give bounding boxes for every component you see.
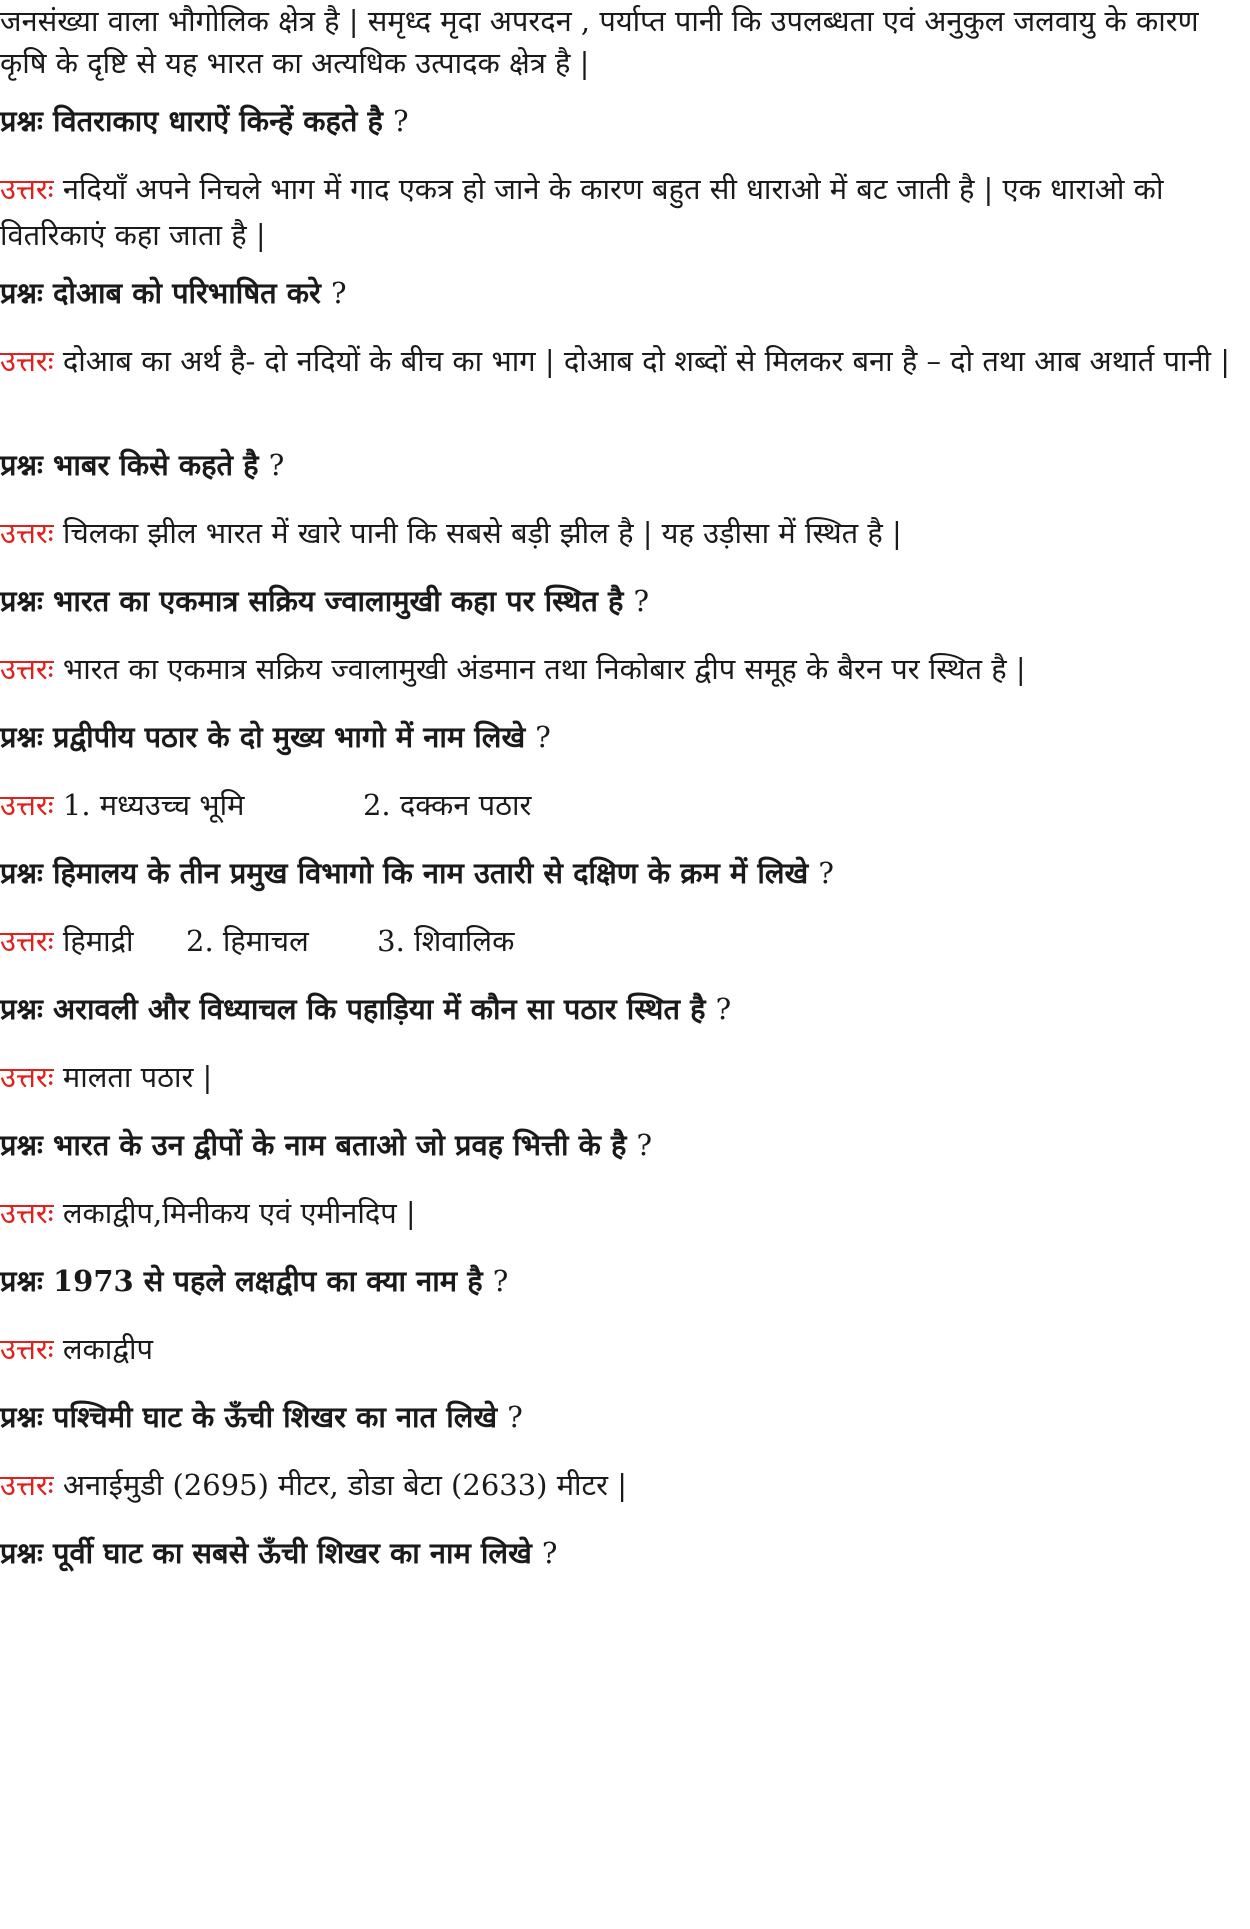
answer-1 (0, 166, 1240, 258)
question-text: पूर्वी घाट का सबसे ऊँची शिखर का नाम लिखे (52, 1536, 532, 1570)
answer-2 (0, 338, 1240, 384)
question-text: भारत का एकमात्र सक्रिय ज्वालामुखी कहा पर स्थित है (52, 584, 624, 618)
qa-block-11 (0, 1532, 1240, 1574)
answer-label: उत्तरः (0, 172, 54, 206)
answer-part: 1. मध्यउच्च भूमि (62, 788, 245, 822)
question-1 (0, 100, 1240, 142)
answer-part: 2. दक्कन पठार (362, 788, 532, 822)
question-6 (0, 852, 1240, 894)
question-label: प्रश्नः (0, 992, 43, 1026)
qa-block-5 (0, 716, 1240, 828)
qa-block-6 (0, 852, 1240, 964)
question-label: प्रश्नः (0, 1536, 43, 1570)
question-label: प्रश्नः (0, 276, 43, 310)
question-10 (0, 1396, 1240, 1438)
question-5 (0, 716, 1240, 758)
question-mark: ? (507, 1400, 523, 1434)
question-text: वितराकाए धाराऐं किन्हें कहते है (52, 104, 383, 138)
answer-text: लकाद्वीप (62, 1332, 153, 1366)
question-label: प्रश्नः (0, 584, 43, 618)
question-mark: ? (818, 856, 834, 890)
qa-block-1 (0, 100, 1240, 258)
intro-paragraph: जनसंख्या वाला भौगोलिक क्षेत्र है | समृध्द मृदा अपरदन , पर्याप्त पानी कि उपलब्धता एवं अनुकुल जलवायु के कारण कृषि के दृष्टि से यह भारत का अत्यधिक उत्पादक क्षेत्र है | (0, 4, 1199, 80)
question-mark: ? (492, 1264, 509, 1298)
answer-label: उत्तरः (0, 344, 54, 378)
question-11 (0, 1532, 1240, 1574)
answer-label: उत्तरः (0, 1196, 54, 1230)
question-mark: ? (330, 276, 347, 310)
answer-label: उत्तरः (0, 1468, 54, 1502)
answer-text: लकाद्वीप,मिनीकय एवं एमीनदिप | (62, 1196, 416, 1230)
answer-part: हिमाद्री (62, 924, 134, 958)
question-label: प्रश्नः (0, 720, 43, 754)
question-3 (0, 444, 1240, 486)
answer-text: चिलका झील भारत में खारे पानी कि सबसे बड़ी झील है | यह उड़ीसा में स्थित है | (62, 516, 902, 550)
answer-part: 3. शिवालिक (377, 924, 515, 958)
question-text: पश्चिमी घाट के ऊँची शिखर का नात लिखे (52, 1400, 498, 1434)
question-7 (0, 988, 1240, 1030)
question-text: हिमालय के तीन प्रमुख विभागो कि नाम उतारी से दक्षिण के क्रम में लिखे (52, 856, 809, 890)
question-9 (0, 1260, 1240, 1302)
qa-block-10 (0, 1396, 1240, 1508)
question-label: प्रश्नः (0, 1128, 43, 1162)
qa-block-3 (0, 444, 1240, 556)
question-8 (0, 1124, 1240, 1166)
answer-label: उत्तरः (0, 788, 54, 822)
question-text: 1973 से पहले लक्षद्वीप का क्या नाम है (52, 1264, 483, 1298)
question-text: प्रद्वीपीय पठार के दो मुख्य भागो में नाम लिखे (52, 720, 526, 754)
answer-text: दोआब का अर्थ है- दो नदियों के बीच का भाग | दोआब दो शब्दों से मिलकर बना है – दो तथा आब अथार्त पानी | (62, 344, 1231, 378)
answer-text: अनाईमुडी (2695) मीटर, डोडा बेटा (2633) मीटर | (62, 1468, 628, 1502)
question-mark: ? (541, 1536, 558, 1570)
question-mark: ? (715, 992, 732, 1026)
question-mark: ? (636, 1128, 653, 1162)
answer-9 (0, 1326, 1240, 1372)
answer-label: उत्तरः (0, 652, 54, 686)
answer-5 (0, 782, 1240, 828)
answer-label: उत्तरः (0, 924, 54, 958)
qa-block-8 (0, 1124, 1240, 1236)
qa-block-9 (0, 1260, 1240, 1372)
question-text: भाबर किसे कहते है (52, 448, 259, 482)
answer-4 (0, 646, 1240, 692)
question-4 (0, 580, 1240, 622)
answer-text: मालता पठार | (62, 1060, 213, 1094)
answer-text: नदियाँ अपने निचले भाग में गाद एकत्र हो जाने के कारण बहुत सी धाराओ में बट जाती है | एक धाराओ को वितरिकाएं कहा जाता है | (0, 172, 1164, 252)
question-text: दोआब को परिभाषित करे (52, 276, 321, 310)
answer-label: उत्तरः (0, 1060, 54, 1094)
question-text: अरावली और विध्याचल कि पहाड़िया में कौन सा पठार स्थित है (52, 992, 706, 1026)
qa-block-4 (0, 580, 1240, 692)
answer-8 (0, 1190, 1240, 1236)
question-mark: ? (535, 720, 551, 754)
answer-10 (0, 1462, 1240, 1508)
question-label: प्रश्नः (0, 448, 43, 482)
question-text: भारत के उन द्वीपों के नाम बताओ जो प्रवह भित्ती के है (52, 1128, 627, 1162)
question-mark: ? (393, 104, 409, 138)
question-label: प्रश्नः (0, 1264, 43, 1298)
answer-6 (0, 918, 1240, 964)
answer-label: उत्तरः (0, 1332, 54, 1366)
question-label: प्रश्नः (0, 1400, 43, 1434)
answer-7 (0, 1054, 1240, 1100)
question-2 (0, 272, 1240, 314)
answer-text: भारत का एकमात्र सक्रिय ज्वालामुखी अंडमान तथा निकोबार द्वीप समूह के बैरन पर स्थित है | (62, 652, 1026, 686)
qa-block-2 (0, 272, 1240, 384)
answer-3 (0, 510, 1240, 556)
answer-label: उत्तरः (0, 516, 54, 550)
answer-part: 2. हिमाचल (186, 924, 309, 958)
qa-block-7 (0, 988, 1240, 1100)
question-label: प्रश्नः (0, 104, 43, 138)
question-mark: ? (268, 448, 285, 482)
question-mark: ? (633, 584, 650, 618)
question-label: प्रश्नः (0, 856, 43, 890)
